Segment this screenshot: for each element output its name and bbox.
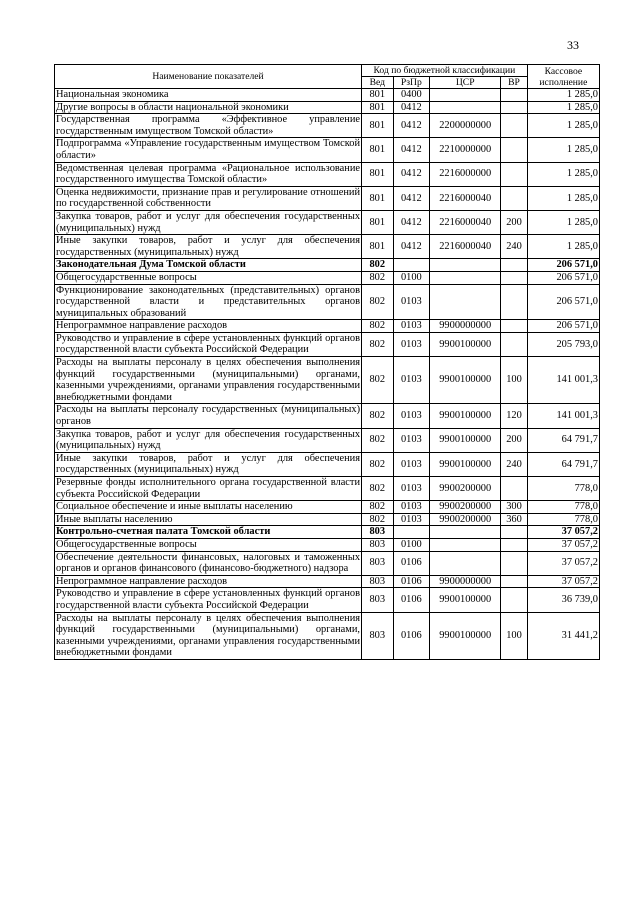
row-csr: 9900000000 xyxy=(430,320,501,333)
table-row xyxy=(55,320,600,333)
row-vr xyxy=(501,320,527,333)
row-ved: 802 xyxy=(362,320,394,333)
row-vr xyxy=(501,588,527,612)
row-rzpr: 0412 xyxy=(393,186,430,210)
row-vr: 240 xyxy=(501,235,527,259)
row-amount: 37 057,2 xyxy=(527,551,599,575)
row-rzpr: 0103 xyxy=(393,404,430,428)
row-csr: 9900000000 xyxy=(430,575,501,588)
row-vr xyxy=(501,162,527,186)
row-csr: 9900100000 xyxy=(430,404,501,428)
row-amount: 141 001,3 xyxy=(527,404,599,428)
row-rzpr xyxy=(393,259,430,272)
row-vr: 100 xyxy=(501,357,527,404)
row-name: Обеспечение деятельности финансовых, налоговых и таможенных органов и органов финансового (финансово-бюджетного) надзора xyxy=(56,551,361,575)
row-name: Ведомственная целевая программа «Рациональное использование государственного имущества Томской области» xyxy=(56,162,361,186)
table-row xyxy=(55,575,600,588)
row-vr xyxy=(501,259,527,272)
row-rzpr xyxy=(393,526,430,539)
row-csr: 2200000000 xyxy=(430,114,501,138)
row-amount: 1 285,0 xyxy=(527,114,599,138)
row-name: Общегосударственные вопросы xyxy=(55,538,362,551)
row-ved: 802 xyxy=(362,513,394,526)
table-row xyxy=(55,551,600,575)
row-vr xyxy=(501,89,527,102)
row-vr xyxy=(501,575,527,588)
row-name: Законодательная Дума Томской области xyxy=(55,259,362,272)
table-row xyxy=(55,186,600,210)
row-ved: 802 xyxy=(362,501,394,514)
row-rzpr: 0103 xyxy=(393,357,430,404)
row-ved: 801 xyxy=(362,186,394,210)
table-row xyxy=(55,526,600,539)
table-body xyxy=(55,89,600,660)
row-rzpr: 0103 xyxy=(393,477,430,501)
row-rzpr: 0100 xyxy=(393,538,430,551)
row-name: Резервные фонды исполнительного органа государственной власти субъекта Российской Федерации xyxy=(56,477,361,500)
row-name: Расходы на выплаты персоналу в целях обеспечения выполнения функций государственными (муниципальными) органами, казенными учреждениями, органами управления государственными внебюджетными фондами xyxy=(56,612,361,659)
row-csr xyxy=(430,551,501,575)
table-row xyxy=(55,612,600,659)
row-csr: 9900100000 xyxy=(430,588,501,612)
row-amount: 778,0 xyxy=(527,501,599,514)
page-number: 33 xyxy=(567,38,579,52)
table-row xyxy=(55,101,600,114)
row-name: Социальное обеспечение и иные выплаты населению xyxy=(55,501,362,514)
row-rzpr: 0106 xyxy=(393,575,430,588)
row-csr xyxy=(430,538,501,551)
row-rzpr: 0103 xyxy=(393,513,430,526)
row-name: Другие вопросы в области национальной экономики xyxy=(55,101,362,114)
row-vr xyxy=(501,551,527,575)
row-vr xyxy=(501,538,527,551)
row-ved: 802 xyxy=(362,259,394,272)
table-row xyxy=(55,588,600,612)
header-vr: ВР xyxy=(501,77,527,89)
row-csr: 2216000040 xyxy=(430,186,501,210)
table-row xyxy=(55,452,600,476)
row-csr: 9900200000 xyxy=(430,477,501,501)
row-amount: 37 057,2 xyxy=(527,526,599,539)
row-name: Государственная программа «Эффективное управление государственным имуществом Томской области» xyxy=(56,114,361,137)
row-csr xyxy=(430,526,501,539)
row-csr: 9900200000 xyxy=(430,513,501,526)
row-rzpr: 0400 xyxy=(393,89,430,102)
table-row xyxy=(55,428,600,452)
row-rzpr: 0100 xyxy=(393,271,430,284)
row-rzpr: 0412 xyxy=(393,114,430,138)
row-amount: 206 571,0 xyxy=(527,271,599,284)
row-vr xyxy=(501,186,527,210)
row-csr: 2210000000 xyxy=(430,138,501,162)
table-row xyxy=(55,271,600,284)
table-row xyxy=(55,477,600,501)
row-ved: 802 xyxy=(362,428,394,452)
row-amount: 64 791,7 xyxy=(527,452,599,476)
row-name: Руководство и управление в сфере установленных функций органов государственной власти субъекта Российской Федерации xyxy=(56,588,361,611)
row-amount: 1 285,0 xyxy=(527,89,599,102)
row-vr xyxy=(501,284,527,320)
table-row xyxy=(55,89,600,102)
row-vr xyxy=(501,332,527,356)
table-row xyxy=(55,235,600,259)
row-ved: 803 xyxy=(362,588,394,612)
budget-execution-table xyxy=(54,64,600,660)
table-row xyxy=(55,138,600,162)
row-name: Подпрограмма «Управление государственным имуществом Томской области» xyxy=(56,138,361,161)
row-name: Общегосударственные вопросы xyxy=(55,271,362,284)
row-ved: 802 xyxy=(362,404,394,428)
row-rzpr: 0103 xyxy=(393,332,430,356)
row-csr: 9900100000 xyxy=(430,332,501,356)
row-rzpr: 0103 xyxy=(393,452,430,476)
row-csr: 9900100000 xyxy=(430,357,501,404)
row-csr: 9900200000 xyxy=(430,501,501,514)
row-name: Закупка товаров, работ и услуг для обеспечения государственных (муниципальных) нужд xyxy=(56,210,361,234)
row-vr xyxy=(501,138,527,162)
row-ved: 802 xyxy=(362,357,394,404)
row-rzpr: 0412 xyxy=(393,235,430,259)
row-ved: 803 xyxy=(362,526,394,539)
row-ved: 803 xyxy=(362,612,394,659)
row-name: Иные выплаты населению xyxy=(55,513,362,526)
row-amount: 37 057,2 xyxy=(527,575,599,588)
row-csr xyxy=(430,101,501,114)
row-amount: 206 571,0 xyxy=(527,320,599,333)
row-rzpr: 0106 xyxy=(393,551,430,575)
row-name: Закупка товаров, работ и услуг для обеспечения государственных (муниципальных) нужд xyxy=(56,428,361,452)
row-amount: 778,0 xyxy=(527,513,599,526)
row-vr xyxy=(501,271,527,284)
row-vr: 300 xyxy=(501,501,527,514)
row-ved: 803 xyxy=(362,575,394,588)
row-name: Контрольно-счетная палата Томской области xyxy=(55,526,362,539)
row-rzpr: 0412 xyxy=(393,210,430,234)
row-amount: 1 285,0 xyxy=(527,210,599,234)
row-ved: 803 xyxy=(362,538,394,551)
row-amount: 31 441,2 xyxy=(527,612,599,659)
row-vr: 200 xyxy=(501,428,527,452)
row-name: Национальная экономика xyxy=(55,89,362,102)
row-rzpr: 0106 xyxy=(393,588,430,612)
table-row xyxy=(55,162,600,186)
row-ved: 801 xyxy=(362,235,394,259)
row-amount: 37 057,2 xyxy=(527,538,599,551)
row-amount: 1 285,0 xyxy=(527,101,599,114)
row-rzpr: 0106 xyxy=(393,612,430,659)
row-name: Иные закупки товаров, работ и услуг для обеспечения государственных (муниципальных) нужд xyxy=(56,452,361,476)
row-name: Функционирование законодательных (представительных) органов государственной власти и представительных органов муниципальных образований xyxy=(56,284,361,319)
row-csr xyxy=(430,284,501,320)
row-csr: 2216000040 xyxy=(430,235,501,259)
row-amount: 205 793,0 xyxy=(527,332,599,356)
row-ved: 801 xyxy=(362,114,394,138)
row-name: Непрограммное направление расходов xyxy=(55,320,362,333)
row-name: Расходы на выплаты персоналу государственных (муниципальных) органов xyxy=(56,404,361,428)
row-csr xyxy=(430,271,501,284)
row-amount: 206 571,0 xyxy=(527,284,599,320)
row-vr: 360 xyxy=(501,513,527,526)
row-rzpr: 0412 xyxy=(393,101,430,114)
table-row xyxy=(55,404,600,428)
table-row xyxy=(55,332,600,356)
table-row xyxy=(55,538,600,551)
row-rzpr: 0412 xyxy=(393,162,430,186)
row-amount: 36 739,0 xyxy=(527,588,599,612)
row-csr: 2216000000 xyxy=(430,162,501,186)
row-rzpr: 0103 xyxy=(393,320,430,333)
row-rzpr: 0103 xyxy=(393,501,430,514)
row-rzpr: 0412 xyxy=(393,138,430,162)
row-name: Непрограммное направление расходов xyxy=(55,575,362,588)
row-name: Оценка недвижимости, признание прав и регулирование отношений по государственной собственности xyxy=(56,186,361,210)
row-amount: 1 285,0 xyxy=(527,186,599,210)
header-csr: ЦСР xyxy=(430,77,501,89)
row-ved: 801 xyxy=(362,162,394,186)
table-row xyxy=(55,357,600,404)
row-name: Руководство и управление в сфере установленных функций органов государственной власти субъекта Российской Федерации xyxy=(56,332,361,356)
row-vr xyxy=(501,114,527,138)
row-csr: 9900100000 xyxy=(430,612,501,659)
row-ved: 801 xyxy=(362,89,394,102)
header-code-group: Код по бюджетной классификации xyxy=(362,65,528,77)
row-amount: 1 285,0 xyxy=(527,138,599,162)
row-rzpr: 0103 xyxy=(393,284,430,320)
row-csr: 2216000040 xyxy=(430,210,501,234)
row-ved: 801 xyxy=(362,138,394,162)
row-amount: 778,0 xyxy=(527,477,599,501)
row-ved: 802 xyxy=(362,332,394,356)
table-row xyxy=(55,513,600,526)
row-vr: 120 xyxy=(501,404,527,428)
row-amount: 1 285,0 xyxy=(527,235,599,259)
row-amount: 206 571,0 xyxy=(527,259,599,272)
table-header xyxy=(55,65,600,89)
row-csr xyxy=(430,259,501,272)
row-csr: 9900100000 xyxy=(430,428,501,452)
row-rzpr: 0103 xyxy=(393,428,430,452)
header-ved: Вед xyxy=(362,77,394,89)
row-csr xyxy=(430,89,501,102)
table-row xyxy=(55,259,600,272)
row-ved: 802 xyxy=(362,452,394,476)
row-name: Иные закупки товаров, работ и услуг для обеспечения государственных (муниципальных) нужд xyxy=(56,235,361,258)
row-ved: 801 xyxy=(362,210,394,234)
table-row xyxy=(55,284,600,320)
row-ved: 802 xyxy=(362,271,394,284)
table-row xyxy=(55,114,600,138)
table-row xyxy=(55,210,600,234)
header-rzpr: РзПр xyxy=(393,77,430,89)
row-vr: 100 xyxy=(501,612,527,659)
row-amount: 141 001,3 xyxy=(527,357,599,404)
row-amount: 1 285,0 xyxy=(527,162,599,186)
header-name: Наименование показателей xyxy=(55,65,362,89)
row-ved: 802 xyxy=(362,284,394,320)
header-amount: Кассовое исполнение xyxy=(527,65,599,89)
row-vr: 200 xyxy=(501,210,527,234)
row-vr xyxy=(501,526,527,539)
row-ved: 803 xyxy=(362,551,394,575)
row-vr xyxy=(501,477,527,501)
table-row xyxy=(55,501,600,514)
row-vr: 240 xyxy=(501,452,527,476)
row-vr xyxy=(501,101,527,114)
row-csr: 9900100000 xyxy=(430,452,501,476)
row-ved: 801 xyxy=(362,101,394,114)
row-ved: 802 xyxy=(362,477,394,501)
row-amount: 64 791,7 xyxy=(527,428,599,452)
row-name: Расходы на выплаты персоналу в целях обеспечения выполнения функций государственными (муниципальными) органами, казенными учреждениями, органами управления государственными внебюджетными фондами xyxy=(56,357,361,403)
